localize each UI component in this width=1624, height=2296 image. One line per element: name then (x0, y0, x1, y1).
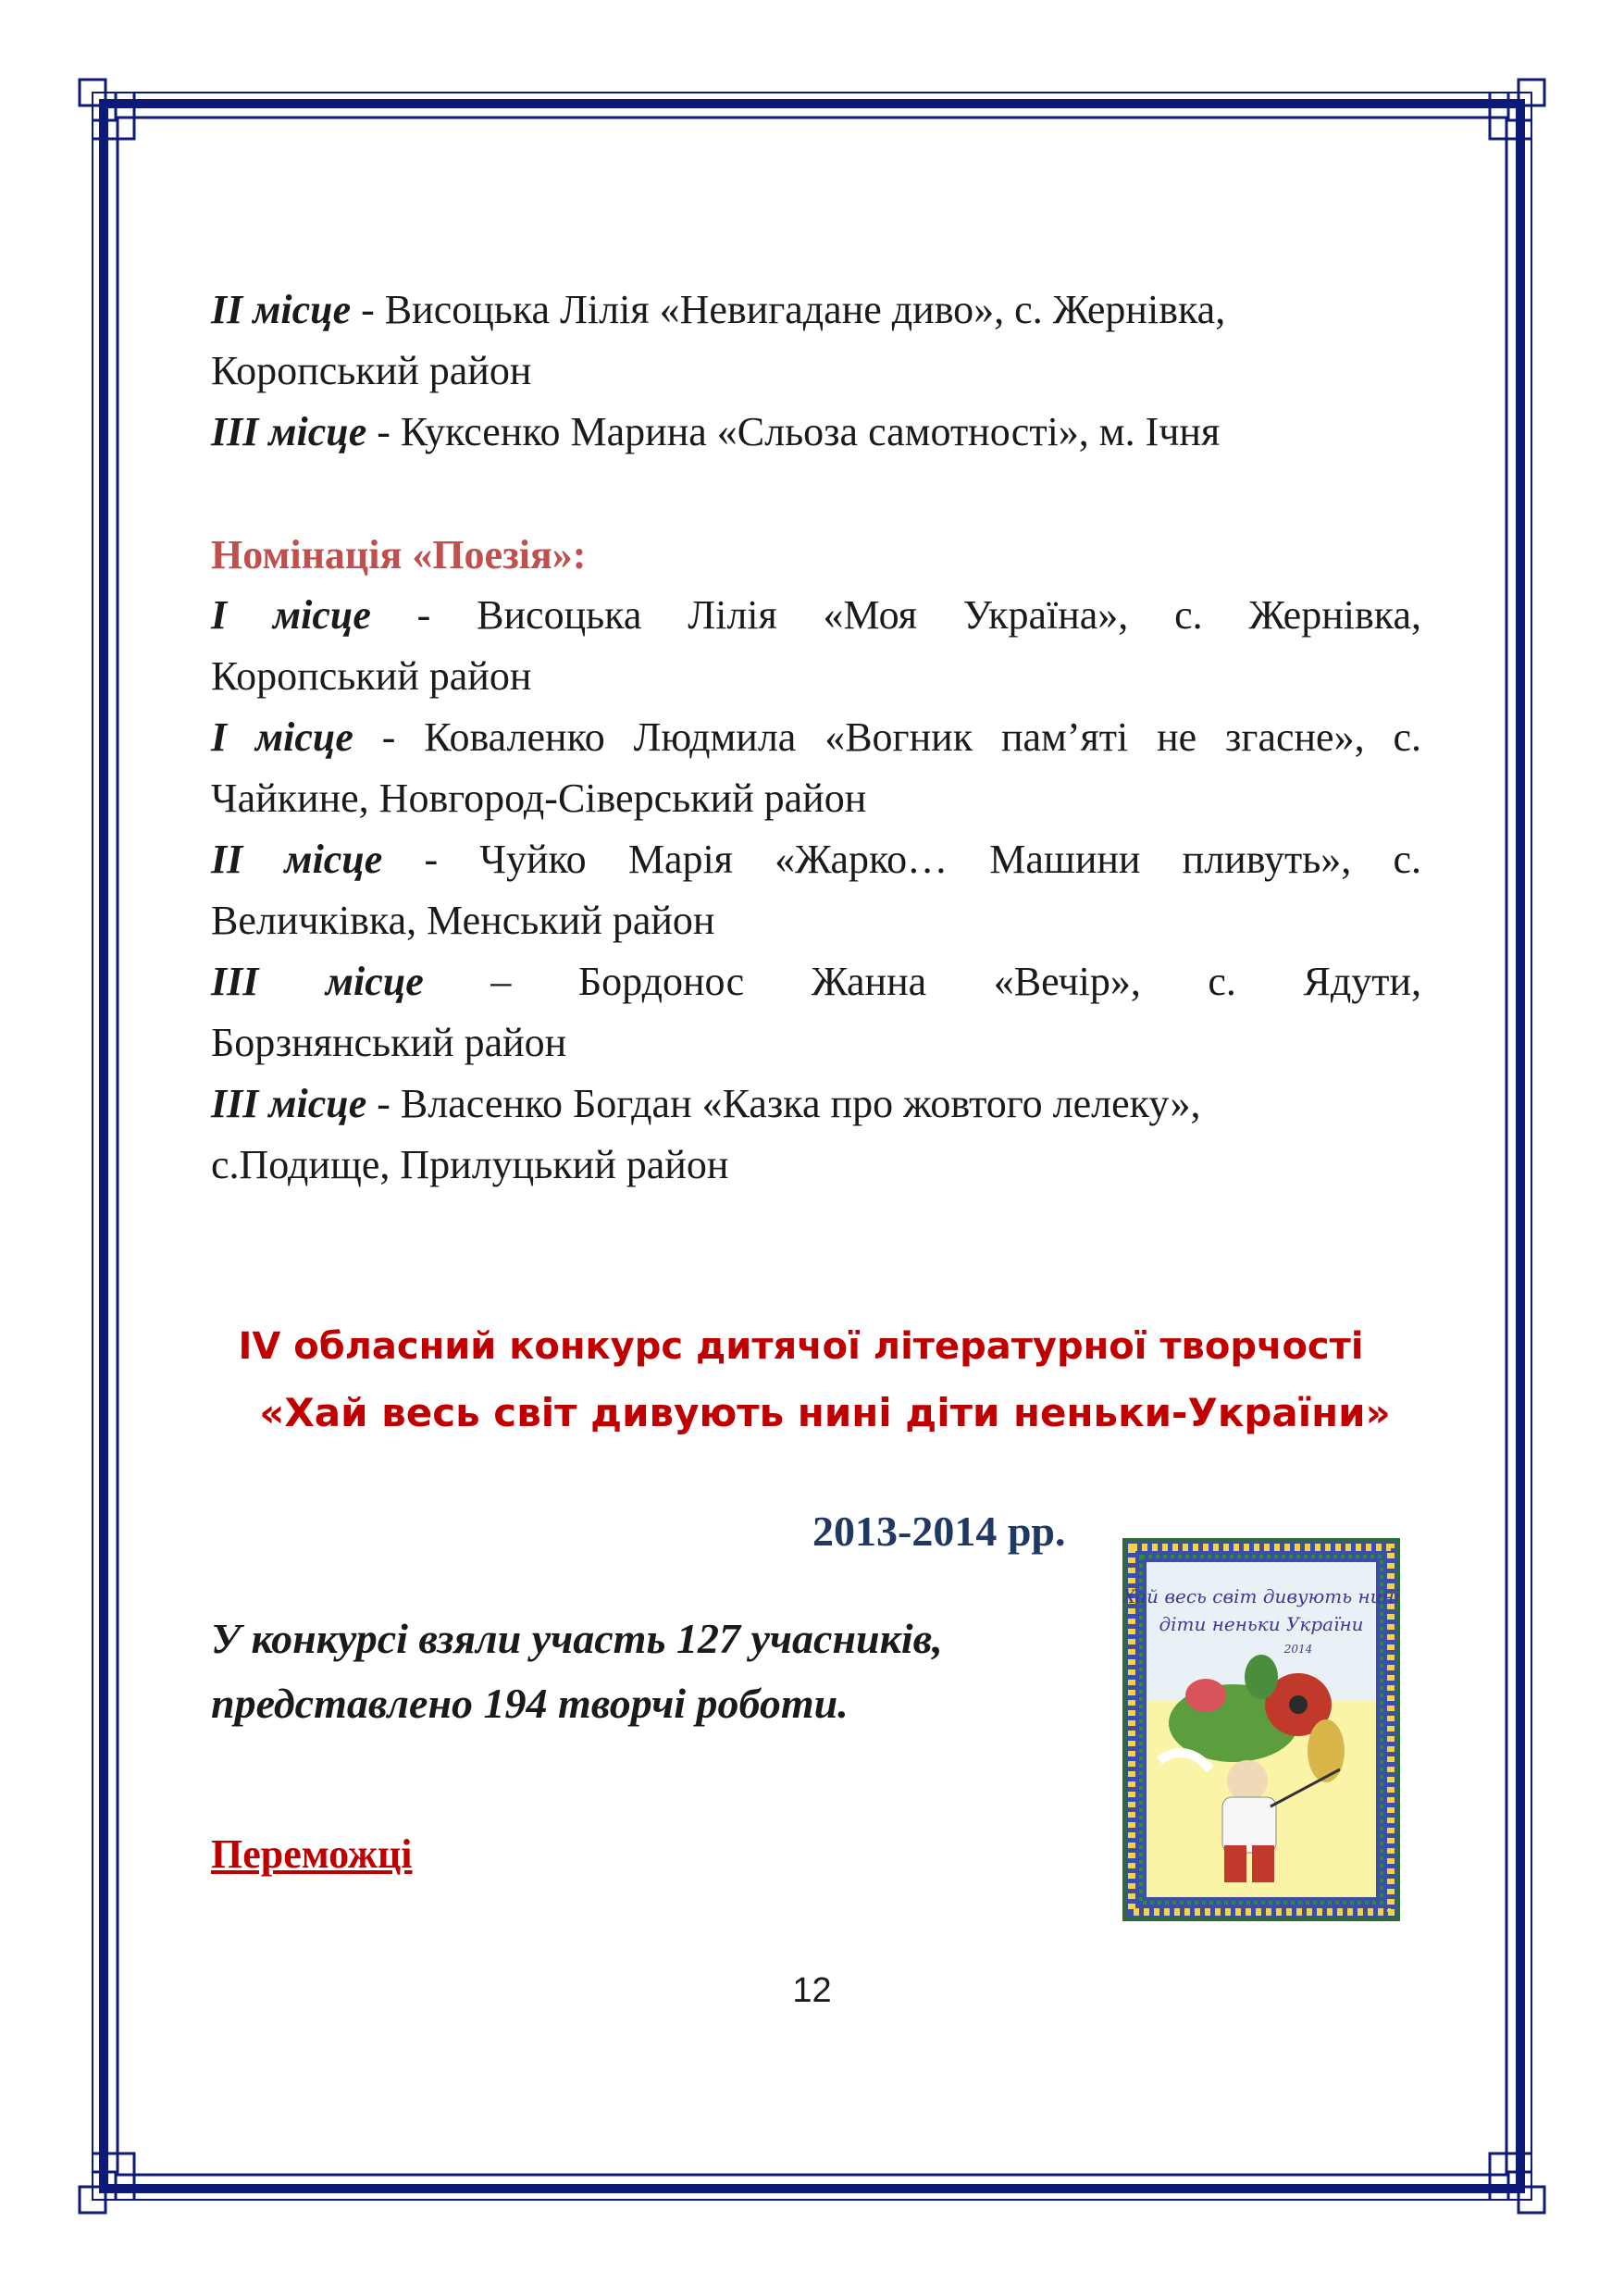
entry-continuation: Чайкине, Новгород-Сіверський район (211, 776, 867, 821)
entry-text: - Висоцька Лілія «Невигадане диво», с. Жернівка, (351, 287, 1226, 332)
nomination-heading: Номінація «Поезія»: (211, 532, 587, 577)
summary-line: представлено 194 творчі роботи. (211, 1680, 849, 1727)
entry-text: - Куксенко Марина «Сльоза самотності», м. Ічня (366, 409, 1221, 454)
entry-line (211, 402, 1220, 463)
winners-heading: Переможці (211, 1831, 413, 1877)
cover-title-line2: діти неньки України (1159, 1613, 1364, 1635)
entry-continuation: с.Подище, Прилуцький район (211, 1142, 729, 1187)
entry-place: III місце (211, 409, 367, 454)
entry-text: - Коваленко Людмила «Вогник пам’яті не згасне», с. (353, 714, 1421, 760)
entry-place: ІІІ місце (211, 959, 424, 1004)
book-cover-image (1122, 1538, 1400, 1921)
entry-line (211, 951, 1421, 1012)
entry-place: І місце (211, 714, 353, 760)
cover-year: 2014 (1283, 1643, 1313, 1656)
entry-text: - Висоцька Лілія «Моя Україна», с. Жернівка, (370, 592, 1421, 638)
entry-line (211, 829, 1421, 890)
page-number: 12 (792, 1971, 832, 2010)
entry-continuation: Борзнянський район (211, 1020, 567, 1065)
summary-line: У конкурсі взяли участь 127 учасників, (211, 1615, 943, 1662)
entry-place: І місце (211, 592, 371, 638)
entry-line (211, 1074, 1201, 1135)
entry-text: – Бордонос Жанна «Вечір», с. Ядути, (423, 959, 1421, 1004)
entry-continuation: Коропський район (211, 348, 532, 393)
contest-years: 2013-2014 рр. (812, 1508, 1066, 1555)
entry-continuation: Коропський район (211, 653, 532, 699)
entry-place: ІІ місце (211, 837, 383, 882)
contest-subtitle: «Хай весь світ дивують нині діти неньки-України» (259, 1390, 1391, 1435)
entry-line (211, 279, 1225, 341)
entry-place: ІІІ місце (211, 1081, 367, 1126)
entry-text: - Чуйко Марія «Жарко… Машини пливуть», с. (382, 837, 1421, 882)
entry-place: II місце (211, 287, 352, 332)
entry-line (211, 585, 1421, 646)
cover-title-line1: Хай весь світ дивують нині (1122, 1585, 1400, 1607)
entry-line (211, 707, 1421, 768)
contest-summary (211, 1607, 943, 1736)
entry-text: - Власенко Богдан «Казка про жовтого лелеку», (366, 1081, 1201, 1126)
entry-continuation: Величківка, Менський район (211, 898, 715, 943)
contest-title: IV обласний конкурс дитячої літературної творчості (238, 1325, 1364, 1368)
